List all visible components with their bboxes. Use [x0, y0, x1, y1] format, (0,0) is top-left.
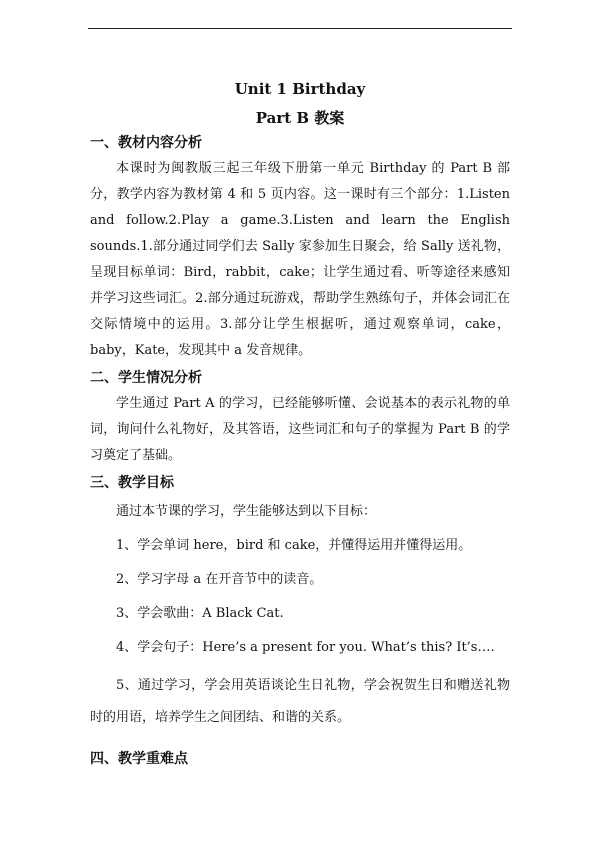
- section-heading-key-difficulties: 四、教学重难点: [90, 751, 188, 767]
- section-paragraph-content-analysis: 本课时为闽教版三起三年级下册第一单元 Birthday 的 Part B 部分，教学内容为教材第 4 和 5 页内容。这一课时有三个部分：1.Listen and follow.2.Play a game.3.Listen and learn the English sounds.1.部分通过同学们去 Sally 家参加生日聚会，给 Sally 送礼物，呈现目标单词：Bird，rabbit，cake；让学生通过看、听等途径来感知并学习这些词汇。2.部分通过玩游戏，帮助学生熟练句子，并体会词汇在交际情境中的运用。3.部分让学生根据听，通过观察单词，cake，baby，Kate，发现其中 a 发音规律。: [90, 161, 510, 358]
- document-title: Unit 1 Birthday: [234, 80, 366, 98]
- document-page: [90, 78, 510, 770]
- goal-item: 3、学会歌曲：A Black Cat.: [116, 606, 284, 621]
- section-heading-teaching-goals: 三、教学目标: [90, 475, 174, 491]
- document-subtitle: Part B 教案: [255, 109, 345, 127]
- section-paragraph-student-analysis: 学生通过 Part A 的学习，已经能够听懂、会说基本的表示礼物的单词，询问什么礼物好，及其答语，这些词汇和句子的掌握为 Part B 的学习奠定了基础。: [90, 396, 510, 463]
- section-heading-content-analysis: 一、教材内容分析: [90, 135, 202, 151]
- goal-item: 2、学习字母 a 在开音节中的读音。: [116, 572, 323, 587]
- section-heading-student-analysis: 二、学生情况分析: [90, 370, 202, 386]
- goals-intro: 通过本节课的学习，学生能够达到以下目标：: [116, 504, 377, 519]
- goal-item: 1、学会单词 here，bird 和 cake，并懂得运用并懂得运用。: [116, 538, 472, 553]
- goal-item: 5、通过学习，学会用英语谈论生日礼物，学会祝贺生日和赠送礼物时的用语，培养学生之间团结、和谐的关系。: [90, 678, 510, 725]
- header-rule: [88, 28, 512, 29]
- goal-item: 4、学会句子：Here’s a present for you. What’s this? It’s….: [116, 640, 495, 655]
